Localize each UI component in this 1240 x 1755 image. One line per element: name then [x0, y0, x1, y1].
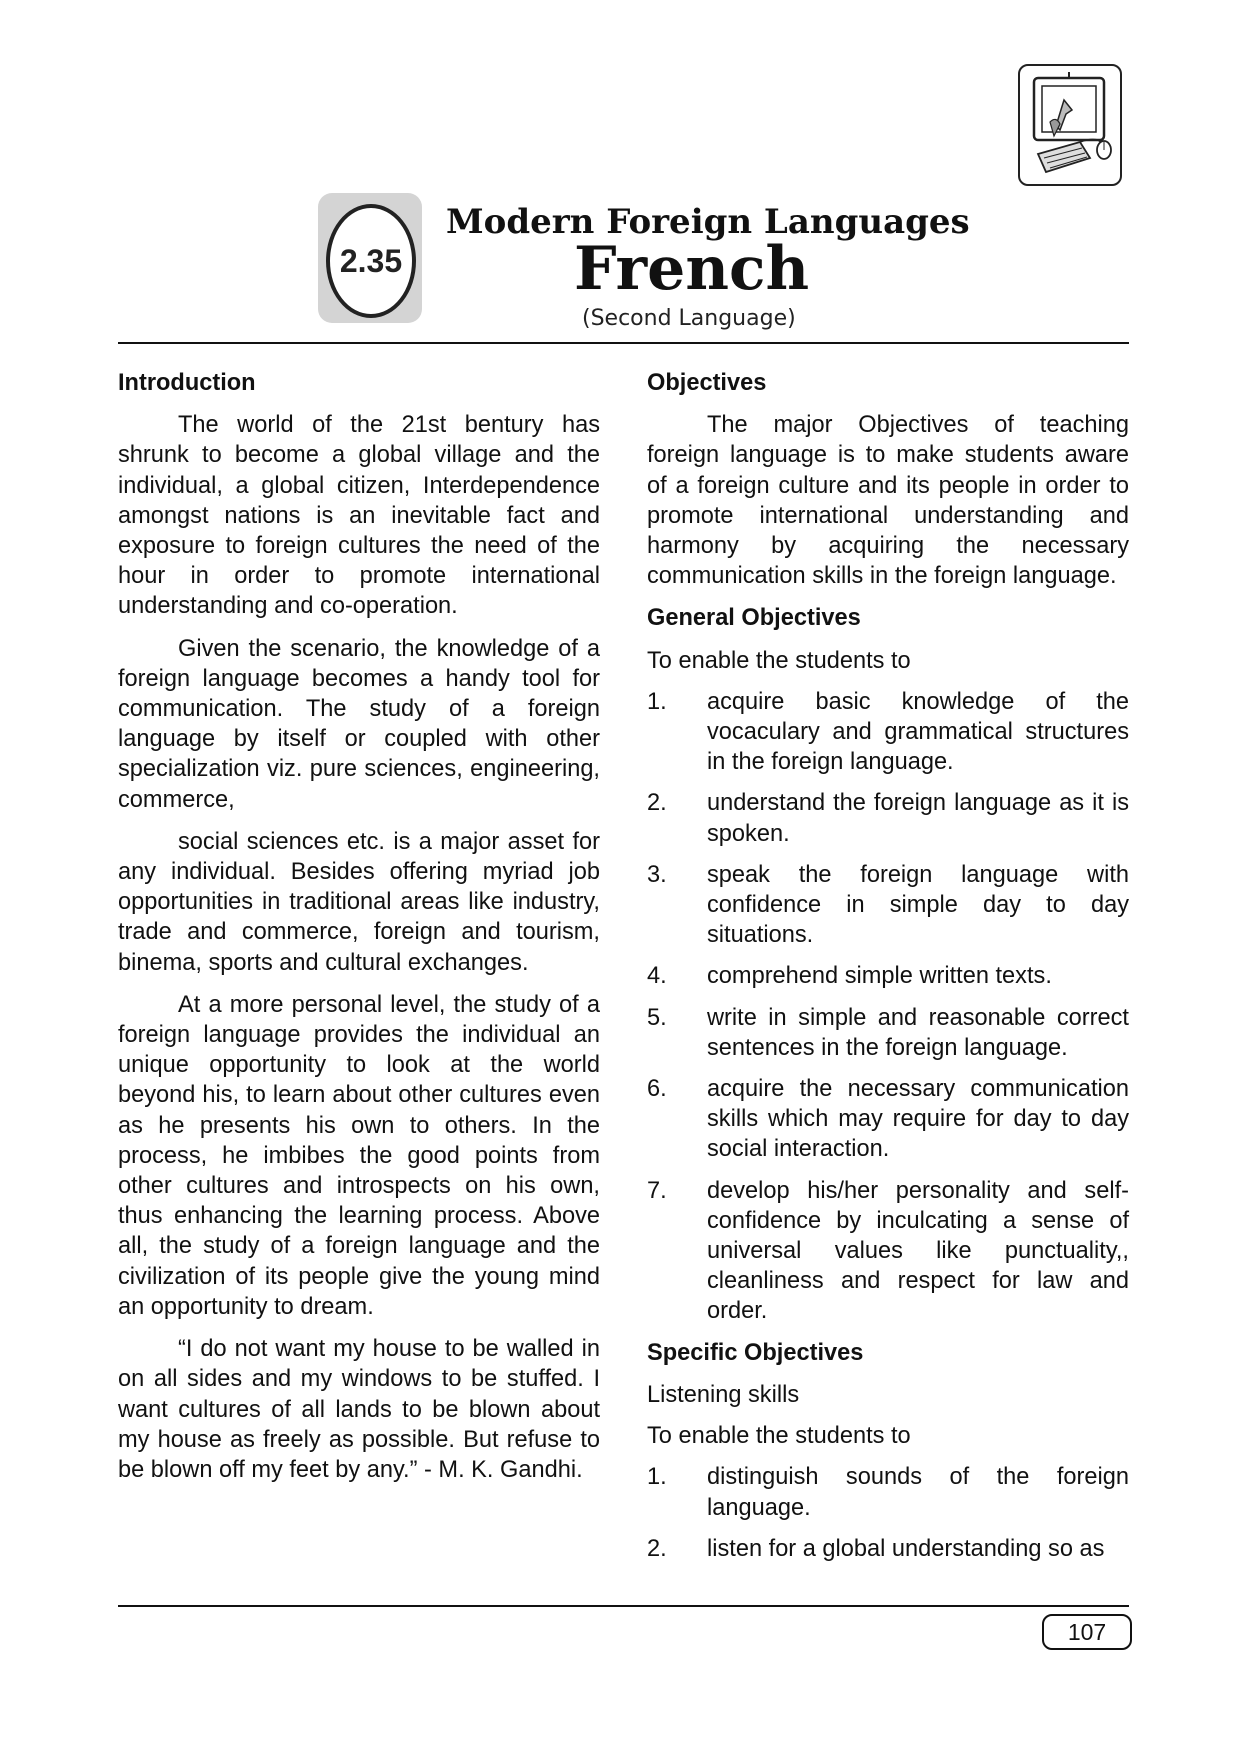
list-item	[647, 1003, 1129, 1063]
introduction-heading: Introduction	[118, 370, 256, 396]
list-item-text: listen for a global understanding so as	[707, 1535, 1105, 1562]
list-item	[647, 1462, 1129, 1522]
listening-skills-label: Listening skills	[647, 1381, 800, 1408]
list-item-number: 2.	[647, 1535, 667, 1562]
intro-paragraph: The world of the 21st bentury has shrunk to become a global village and the individual, a global citizen, Interdependence amongst nations is an inevitable fact and exposure to foreign cultures the need of the hour in order to promote international understanding and co-operation.	[118, 412, 600, 620]
header-divider	[118, 342, 1129, 344]
page-number: 107	[1042, 1614, 1132, 1650]
list-item-number: 2.	[647, 790, 667, 817]
list-item-number: 5.	[647, 1004, 667, 1031]
list-item-text: develop his/her personality and self-confidence by inculcating a sense of universal values like punctuality,, cleanliness and respect for law and order.	[707, 1177, 1129, 1325]
list-item-number: 1.	[647, 688, 667, 715]
page-supertitle: Modern Foreign Languages	[446, 202, 970, 242]
list-item	[647, 1176, 1129, 1327]
gandhi-quote: “I do not want my house to be walled in on all sides and my windows to be stuffed. I want cultures of all lands to be blown about my house as freely as possible. But refuse to be blown off my feet by any.” - M. K. Gandhi.	[118, 1336, 600, 1483]
intro-paragraph: social sciences etc. is a major asset for any individual. Besides offering myriad job opportunities in traditional areas like industry, trade and commerce, foreign and tourism, binema, sports and cultural exchanges.	[118, 828, 600, 976]
footer-divider	[118, 1605, 1129, 1607]
list-item-number: 1.	[647, 1464, 667, 1491]
page-subtitle: (Second Language)	[582, 306, 796, 331]
list-item	[647, 860, 1129, 951]
general-objectives-intro: To enable the students to	[647, 647, 911, 674]
specific-objectives-heading: Specific Objectives	[647, 1339, 864, 1366]
list-item	[647, 1534, 1129, 1564]
general-objectives-list	[647, 687, 1129, 1327]
list-item-text: comprehend simple written texts.	[707, 963, 1052, 990]
computer-keyboard-mouse-icon	[1018, 64, 1122, 186]
intro-paragraph: At a more personal level, the study of a foreign language provides the individual an unique opportunity to look at the world beyond his, to learn about other cultures even as he presents his own to others. In the process, he imbibes the good points from other cultures and introspects on his own, thus enhancing the learning process. Above all, the study of a foreign language and the civilization of its people give the young mind an opportunity to dream.	[118, 991, 600, 1320]
list-item-number: 6.	[647, 1076, 667, 1103]
list-item-text: write in simple and reasonable correct sentences in the foreign language.	[707, 1004, 1129, 1061]
section-number: 2.35	[339, 242, 403, 279]
list-item-number: 7.	[647, 1177, 667, 1204]
page-title: French	[574, 234, 810, 304]
list-item-text: speak the foreign language with confidence in simple day to day situations.	[707, 861, 1129, 949]
list-item	[647, 788, 1129, 848]
left-column	[118, 368, 600, 1497]
right-column	[647, 368, 1129, 1575]
objectives-paragraph: The major Objectives of teaching foreign language is to make students aware of a foreign culture and its people in order to promote international understanding and harmony by acquiring the necessary communication skills in the foreign language.	[647, 412, 1129, 590]
list-item-number: 3.	[647, 861, 667, 888]
list-item	[647, 687, 1129, 778]
list-item-text: understand the foreign language as it is spoken.	[707, 790, 1129, 847]
general-objectives-heading: General Objectives	[647, 605, 861, 632]
section-badge-oval	[326, 204, 416, 318]
list-item	[647, 961, 1129, 991]
list-item-text: distinguish sounds of the foreign language.	[707, 1464, 1129, 1521]
intro-paragraph: Given the scenario, the knowledge of a foreign language becomes a handy tool for communication. The study of a foreign language by itself or coupled with other specialization viz. pure sciences, engineering, commerce,	[118, 635, 600, 813]
list-item-number: 4.	[647, 963, 667, 990]
specific-objectives-intro: To enable the students to	[647, 1423, 911, 1450]
specific-objectives-list	[647, 1462, 1129, 1564]
list-item-text: acquire the necessary communication skills which may require for day to day social interaction.	[707, 1076, 1129, 1163]
objectives-heading: Objectives	[647, 370, 767, 396]
list-item-text: acquire basic knowledge of the vocaculary and grammatical structures in the foreign language.	[707, 688, 1129, 776]
list-item	[647, 1074, 1129, 1165]
